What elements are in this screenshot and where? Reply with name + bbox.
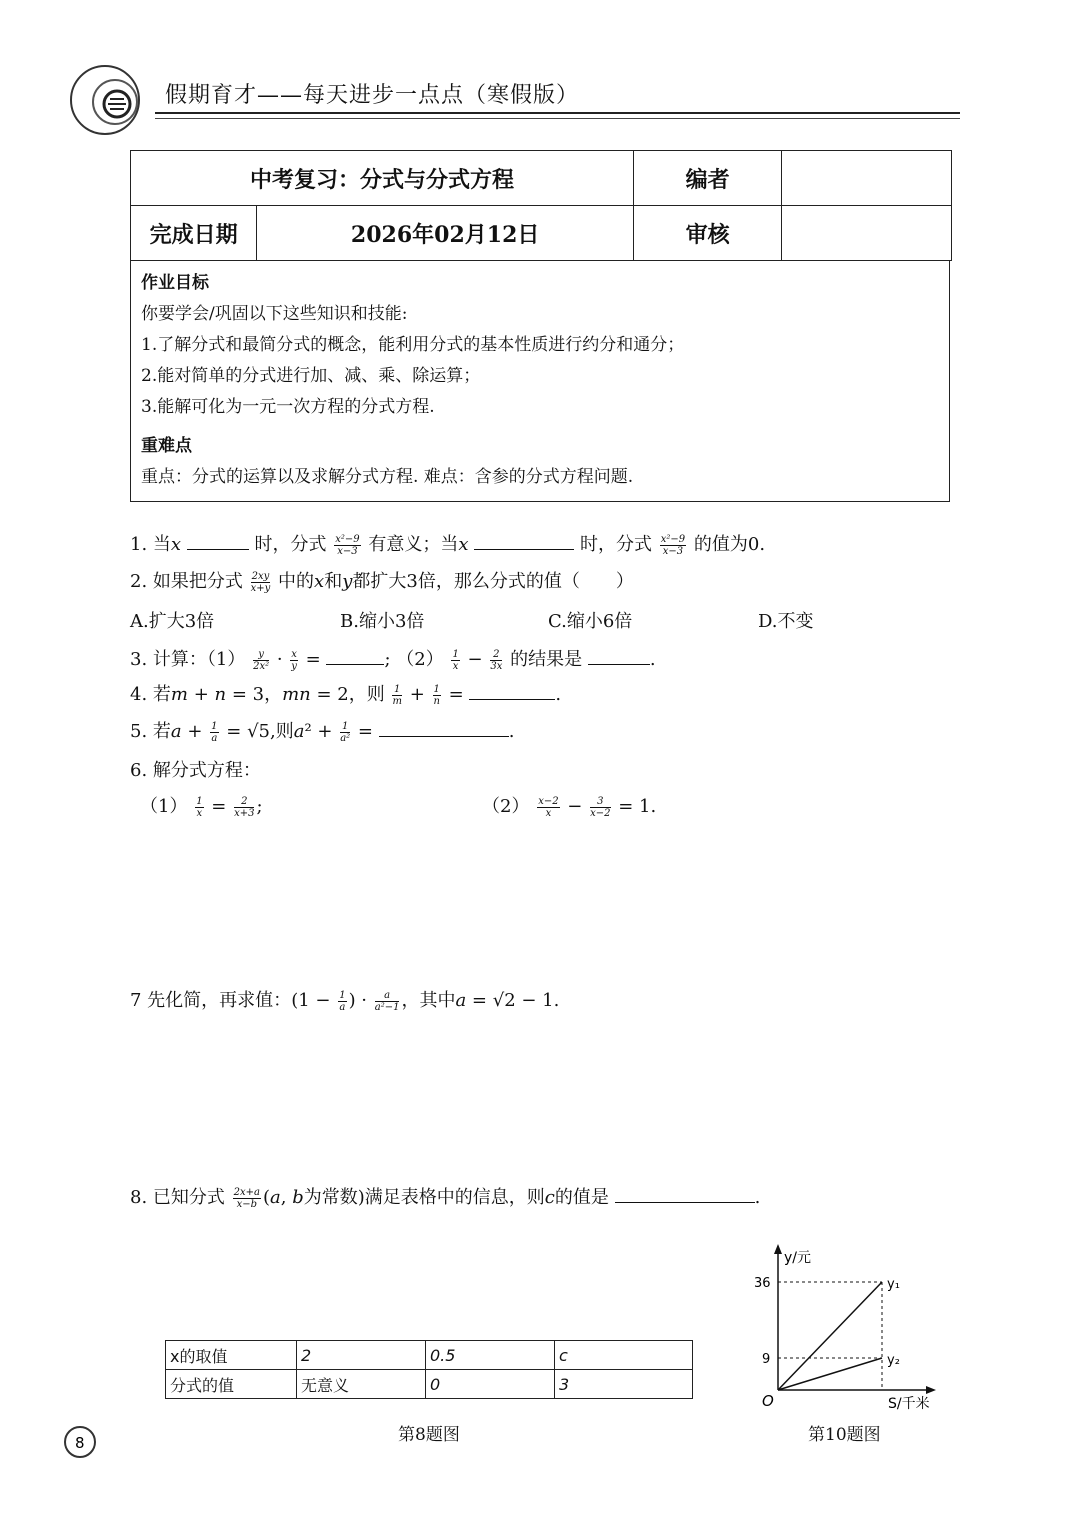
answer-blank[interactable] — [379, 720, 509, 737]
publisher-logo — [60, 60, 150, 140]
header-title: 假期育才——每天进步一点点（寒假版） — [165, 83, 580, 108]
option-b: B.缩小3倍 — [340, 611, 425, 632]
goal-item: 2.能对简单的分式进行加、减、乘、除运算； — [141, 366, 481, 386]
table-row: 分式的值 无意义 0 3 — [166, 1370, 693, 1399]
info-table — [130, 150, 952, 261]
answer-blank[interactable] — [187, 533, 249, 550]
option-c: C.缩小6倍 — [548, 611, 633, 632]
q8-table — [165, 1340, 693, 1399]
tick-label: 36 — [754, 1276, 771, 1291]
table-row: x的取值 2 0.5 c — [166, 1341, 693, 1370]
date-value: 2026年02月12日 — [257, 206, 634, 261]
subject-cell: 中考复习：分式与分式方程 — [131, 151, 634, 206]
question-3: 3. 计算：（1） $\frac{y}{\text{2x²}}$ · $\frac{x}{y}$ = ; （2） $\frac{1}{x}$ − $\frac{2}{3x}$ 的结果是 . — [130, 648, 656, 672]
goal-item: 1.了解分式和最简分式的概念，能利用分式的基本性质进行约分和通分； — [141, 335, 685, 355]
goals-heading: 作业目标 — [141, 273, 209, 293]
goal-item: 3.能解可化为一元一次方程的分式方程. — [141, 397, 435, 417]
question-6-part-1: （1） $\frac{1}{x}$ = $\frac{2}{x+3}$ ; — [140, 795, 263, 819]
fig8-caption: 第8题图 — [398, 1425, 460, 1445]
option-a: A.扩大3倍 — [130, 611, 215, 632]
x-axis-arrow — [926, 1386, 936, 1394]
question-8: 8. 已知分式 $\frac{2x+a}{x-b}$ (a, b为常数)满足表格中的信息，则c的值是 . — [130, 1186, 761, 1210]
tick-label: 9 — [762, 1352, 771, 1367]
editor-label: 编者 — [634, 151, 782, 206]
answer-blank[interactable] — [326, 648, 384, 665]
line-label-y1: y₁ — [887, 1277, 900, 1292]
editor-value — [782, 151, 952, 206]
page-number-badge — [58, 1420, 98, 1460]
goals-intro: 你要学会/巩固以下这些知识和技能: — [141, 304, 408, 324]
goals-box — [130, 260, 950, 502]
key-text: 重点：分式的运算以及求解分式方程. 难点：含参的分式方程问题. — [141, 467, 634, 487]
origin-label: O — [762, 1392, 774, 1410]
question-4: 4. 若m + n = 3，mn = 2，则 $\frac{1}{m}$ + $\frac{1}{n}$ = . — [130, 683, 562, 707]
question-1: 1. 当x 时，分式 $\frac{\text{x²−9}}{x-3}$ 有意义；当x 时，分式 $\frac{\text{x²−9}}{x-3}$ 的值为0. — [130, 533, 766, 557]
option-d: D.不变 — [758, 611, 814, 632]
answer-blank[interactable] — [588, 648, 650, 665]
question-5: 5. 若a + $\frac{1}{a}$ = √5,则a² + $\frac{1}{\text{a²}}$ = . — [130, 720, 515, 744]
key-heading: 重难点 — [141, 436, 192, 456]
date-label: 完成日期 — [131, 206, 257, 261]
answer-blank[interactable] — [615, 1186, 755, 1203]
question-2: 2. 如果把分式 $\frac{2xy}{x+y}$ 中的x和y都扩大3倍，那么分式的值（ ） — [130, 570, 634, 594]
header-rule — [155, 112, 960, 114]
review-value — [782, 206, 952, 261]
y-axis-label: y/元 — [784, 1250, 812, 1266]
header-rule-thin — [155, 118, 960, 119]
fig10-caption: 第10题图 — [808, 1425, 881, 1445]
question-7: 7 先化简，再求值：(1 − $\frac{1}{a}$ ) · $\frac{a}{\text{a²−1}}$ ，其中a = √2 − 1. — [130, 989, 560, 1013]
y-axis-arrow — [774, 1244, 782, 1254]
answer-blank[interactable] — [474, 533, 574, 550]
review-label: 审核 — [634, 206, 782, 261]
q10-graph — [740, 1240, 950, 1410]
page-number: 8 — [75, 1434, 85, 1452]
line-label-y2: y₂ — [887, 1353, 900, 1368]
answer-blank[interactable] — [469, 683, 555, 700]
question-6-title: 6. 解分式方程： — [130, 760, 261, 781]
question-6-part-2: （2） $\frac{x-2}{x}$ − $\frac{3}{x-2}$ = 1. — [482, 795, 657, 819]
x-axis-label: S/千米 — [888, 1396, 930, 1410]
